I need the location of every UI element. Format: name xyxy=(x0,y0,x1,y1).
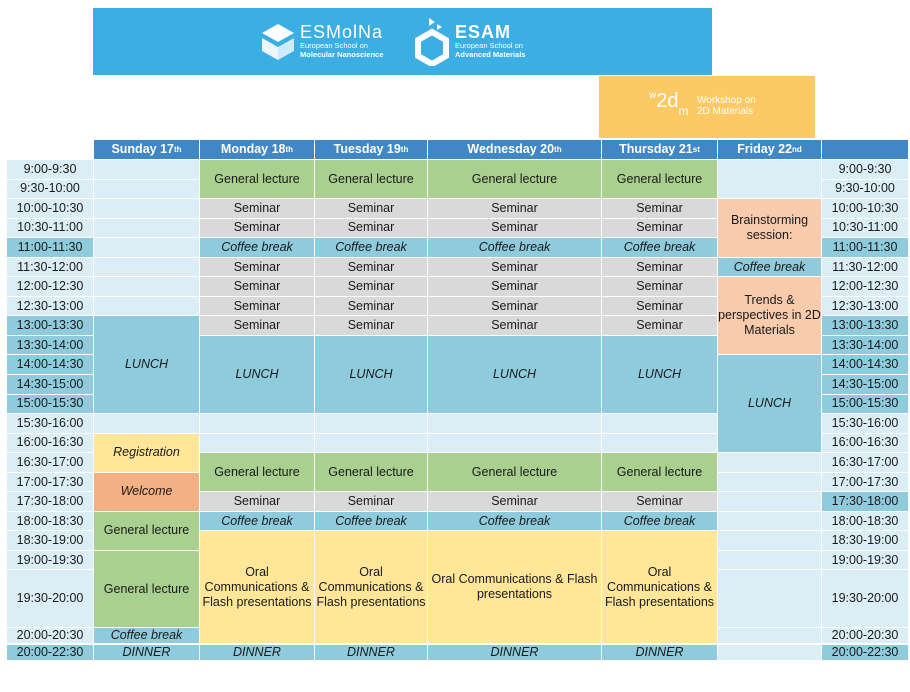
header-thursday: Thursday 21 st xyxy=(602,140,717,160)
time-cell-left: 13:00-13:30 xyxy=(7,316,93,336)
header-monday: Monday 18 th xyxy=(200,140,314,160)
thu-seminar: Seminar xyxy=(602,316,717,336)
sun-empty xyxy=(94,277,199,297)
esam-logo-icon xyxy=(415,14,449,66)
mon-seminar: Seminar xyxy=(200,199,314,219)
fri-trends: Trends & perspectives in 2D Materials xyxy=(718,277,821,355)
time-cell-right: 16:30-17:00 xyxy=(822,453,908,473)
fri-empty xyxy=(718,160,821,199)
fri-dinner-empty xyxy=(718,645,821,661)
time-cell-left: 18:30-19:00 xyxy=(7,531,93,551)
time-cell-right: 10:30-11:00 xyxy=(822,219,908,239)
tue-empty xyxy=(315,434,427,454)
fri-brainstorming: Brainstorming session: xyxy=(718,199,821,258)
tue-seminar: Seminar xyxy=(315,316,427,336)
sun-general-lecture-1: General lecture xyxy=(94,512,199,551)
thu-coffee-break-pm: Coffee break xyxy=(602,512,717,532)
esmolna-title: ESMolNa xyxy=(300,22,384,42)
fri-empty xyxy=(718,512,821,532)
time-cell-right: 18:00-18:30 xyxy=(822,512,908,532)
thu-dinner: DINNER xyxy=(602,645,717,661)
sun-dinner: DINNER xyxy=(94,645,199,661)
mon-dinner: DINNER xyxy=(200,645,314,661)
esmolna-line1: European School on xyxy=(300,41,368,50)
time-cell-right: 11:00-11:30 xyxy=(822,238,908,258)
fri-empty xyxy=(718,453,821,473)
banner xyxy=(93,8,712,75)
w2dm-mark-2d: 2d xyxy=(656,90,679,112)
tue-oral-communications: Oral Communications & Flash presentations xyxy=(315,531,427,644)
esam-line1: European School on xyxy=(455,41,523,50)
esmolna-logo-icon xyxy=(260,22,296,62)
esam-logo xyxy=(455,23,525,59)
time-cell-right: 9:30-10:00 xyxy=(822,180,908,200)
wed-general-lecture: General lecture xyxy=(428,160,601,199)
thu-seminar-pm: Seminar xyxy=(602,492,717,512)
time-cell-right: 13:30-14:00 xyxy=(822,336,908,356)
wed-empty xyxy=(428,414,601,434)
time-cell-left: 9:30-10:00 xyxy=(7,180,93,200)
sun-coffee-break: Coffee break xyxy=(94,628,199,644)
thu-oral-communications: Oral Communications & Flash presentations xyxy=(602,531,717,644)
workshop-line1: Workshop on xyxy=(697,95,756,106)
time-cell-right: 15:30-16:00 xyxy=(822,414,908,434)
tue-seminar: Seminar xyxy=(315,258,427,278)
mon-seminar: Seminar xyxy=(200,316,314,336)
fri-empty xyxy=(718,531,821,551)
time-cell-right: 10:00-10:30 xyxy=(822,199,908,219)
sun-lunch: LUNCH xyxy=(94,316,199,414)
header-friday: Friday 22 nd xyxy=(718,140,821,160)
tue-seminar: Seminar xyxy=(315,277,427,297)
wed-seminar: Seminar xyxy=(428,277,601,297)
tue-coffee-break: Coffee break xyxy=(315,238,427,258)
sun-general-lecture-2: General lecture xyxy=(94,551,199,629)
wed-seminar: Seminar xyxy=(428,316,601,336)
sun-empty xyxy=(94,219,199,239)
time-cell-left: 10:30-11:00 xyxy=(7,219,93,239)
time-cell-left: 19:00-19:30 xyxy=(7,551,93,571)
time-cell-right: 14:30-15:00 xyxy=(822,375,908,395)
time-cell-right: 12:00-12:30 xyxy=(822,277,908,297)
time-cell-left: 11:00-11:30 xyxy=(7,238,93,258)
thu-empty xyxy=(602,414,717,434)
time-cell-right: 14:00-14:30 xyxy=(822,355,908,375)
tue-dinner: DINNER xyxy=(315,645,427,661)
time-cell-left: 19:30-20:00 xyxy=(7,570,93,628)
wed-coffee-break-pm: Coffee break xyxy=(428,512,601,532)
time-cell-right: 13:00-13:30 xyxy=(822,316,908,336)
fri-empty xyxy=(718,473,821,493)
esam-line2: Advanced Materials xyxy=(455,50,526,59)
time-cell-left: 15:30-16:00 xyxy=(7,414,93,434)
dinner-time-left: 20:00-22:30 xyxy=(7,645,93,661)
mon-empty xyxy=(200,434,314,454)
time-cell-left: 14:00-14:30 xyxy=(7,355,93,375)
mon-lunch: LUNCH xyxy=(200,336,314,414)
tue-empty xyxy=(315,414,427,434)
header-blank xyxy=(7,140,93,160)
time-cell-right: 12:30-13:00 xyxy=(822,297,908,317)
time-cell-left: 17:30-18:00 xyxy=(7,492,93,512)
fri-empty xyxy=(718,570,821,628)
mon-coffee-break: Coffee break xyxy=(200,238,314,258)
wed-seminar: Seminar xyxy=(428,219,601,239)
fri-empty xyxy=(718,551,821,571)
thu-seminar: Seminar xyxy=(602,219,717,239)
tue-general-lecture: General lecture xyxy=(315,160,427,199)
wed-general-lecture-pm: General lecture xyxy=(428,453,601,492)
sun-empty xyxy=(94,258,199,278)
sun-empty xyxy=(94,160,199,180)
mon-seminar: Seminar xyxy=(200,219,314,239)
mon-general-lecture: General lecture xyxy=(200,160,314,199)
esmolna-logo xyxy=(300,23,383,59)
tue-seminar: Seminar xyxy=(315,219,427,239)
sun-empty xyxy=(94,180,199,200)
wed-seminar: Seminar xyxy=(428,258,601,278)
w2dm-mark-w: w xyxy=(649,90,657,101)
wed-seminar: Seminar xyxy=(428,199,601,219)
tue-lunch: LUNCH xyxy=(315,336,427,414)
thu-seminar: Seminar xyxy=(602,277,717,297)
mon-seminar: Seminar xyxy=(200,258,314,278)
time-cell-right: 18:30-19:00 xyxy=(822,531,908,551)
esam-title: ESAM xyxy=(455,22,512,42)
header-blank-right xyxy=(822,140,908,160)
dinner-time-right: 20:00-22:30 xyxy=(822,645,908,661)
time-cell-left: 16:30-17:00 xyxy=(7,453,93,473)
time-cell-left: 17:00-17:30 xyxy=(7,473,93,493)
tue-seminar: Seminar xyxy=(315,297,427,317)
esmolna-line2: Molecular Nanoscience xyxy=(300,50,384,59)
wed-seminar-pm: Seminar xyxy=(428,492,601,512)
time-cell-right: 16:00-16:30 xyxy=(822,434,908,454)
thu-seminar: Seminar xyxy=(602,199,717,219)
wed-oral-communications: Oral Communications & Flash presentations xyxy=(428,531,601,644)
fri-empty xyxy=(718,628,821,644)
time-cell-right: 15:00-15:30 xyxy=(822,395,908,415)
sun-registration: Registration xyxy=(94,434,199,473)
wed-lunch: LUNCH xyxy=(428,336,601,414)
time-cell-left: 10:00-10:30 xyxy=(7,199,93,219)
time-cell-left: 9:00-9:30 xyxy=(7,160,93,180)
wed-empty xyxy=(428,434,601,454)
header-sunday: Sunday 17 th xyxy=(94,140,199,160)
workshop-banner xyxy=(599,76,815,138)
thu-lunch: LUNCH xyxy=(602,336,717,414)
time-cell-left: 15:00-15:30 xyxy=(7,395,93,415)
wed-coffee-break: Coffee break xyxy=(428,238,601,258)
tue-seminar: Seminar xyxy=(315,199,427,219)
mon-seminar-pm: Seminar xyxy=(200,492,314,512)
header-tuesday: Tuesday 19 th xyxy=(315,140,427,160)
schedule-table xyxy=(7,140,908,661)
fri-coffee-break: Coffee break xyxy=(718,258,821,278)
workshop-line2: 2D Materials xyxy=(697,106,754,117)
time-cell-right: 17:00-17:30 xyxy=(822,473,908,493)
fri-lunch: LUNCH xyxy=(718,355,821,453)
time-cell-right: 19:30-20:00 xyxy=(822,570,908,628)
thu-seminar: Seminar xyxy=(602,297,717,317)
mon-oral-communications: Oral Communications & Flash presentations xyxy=(200,531,314,644)
thu-general-lecture-pm: General lecture xyxy=(602,453,717,492)
time-cell-left: 13:30-14:00 xyxy=(7,336,93,356)
sun-empty xyxy=(94,199,199,219)
mon-general-lecture-pm: General lecture xyxy=(200,453,314,492)
tue-coffee-break-pm: Coffee break xyxy=(315,512,427,532)
sun-empty xyxy=(94,238,199,258)
mon-seminar: Seminar xyxy=(200,277,314,297)
time-cell-left: 11:30-12:00 xyxy=(7,258,93,278)
sun-welcome: Welcome xyxy=(94,473,199,512)
thu-coffee-break: Coffee break xyxy=(602,238,717,258)
fri-empty xyxy=(718,492,821,512)
sun-empty xyxy=(94,297,199,317)
time-cell-left: 12:30-13:00 xyxy=(7,297,93,317)
wed-seminar: Seminar xyxy=(428,297,601,317)
tue-seminar-pm: Seminar xyxy=(315,492,427,512)
w2dm-logo-icon xyxy=(649,90,688,118)
header-wednesday: Wednesday 20 th xyxy=(428,140,601,160)
time-cell-right: 17:30-18:00 xyxy=(822,492,908,512)
mon-empty xyxy=(200,414,314,434)
tue-general-lecture-pm: General lecture xyxy=(315,453,427,492)
thu-seminar: Seminar xyxy=(602,258,717,278)
w2dm-mark-m: m xyxy=(678,104,689,118)
wed-dinner: DINNER xyxy=(428,645,601,661)
sun-empty xyxy=(94,414,199,434)
mon-seminar: Seminar xyxy=(200,297,314,317)
time-cell-right: 9:00-9:30 xyxy=(822,160,908,180)
time-cell-right: 19:00-19:30 xyxy=(822,551,908,571)
mon-coffee-break-pm: Coffee break xyxy=(200,512,314,532)
time-cell-left: 16:00-16:30 xyxy=(7,434,93,454)
time-cell-left: 12:00-12:30 xyxy=(7,277,93,297)
time-cell-left: 20:00-20:30 xyxy=(7,628,93,644)
thu-empty xyxy=(602,434,717,454)
time-cell-left: 14:30-15:00 xyxy=(7,375,93,395)
time-cell-right: 20:00-20:30 xyxy=(822,628,908,644)
time-cell-right: 11:30-12:00 xyxy=(822,258,908,278)
thu-general-lecture: General lecture xyxy=(602,160,717,199)
time-cell-left: 18:00-18:30 xyxy=(7,512,93,532)
